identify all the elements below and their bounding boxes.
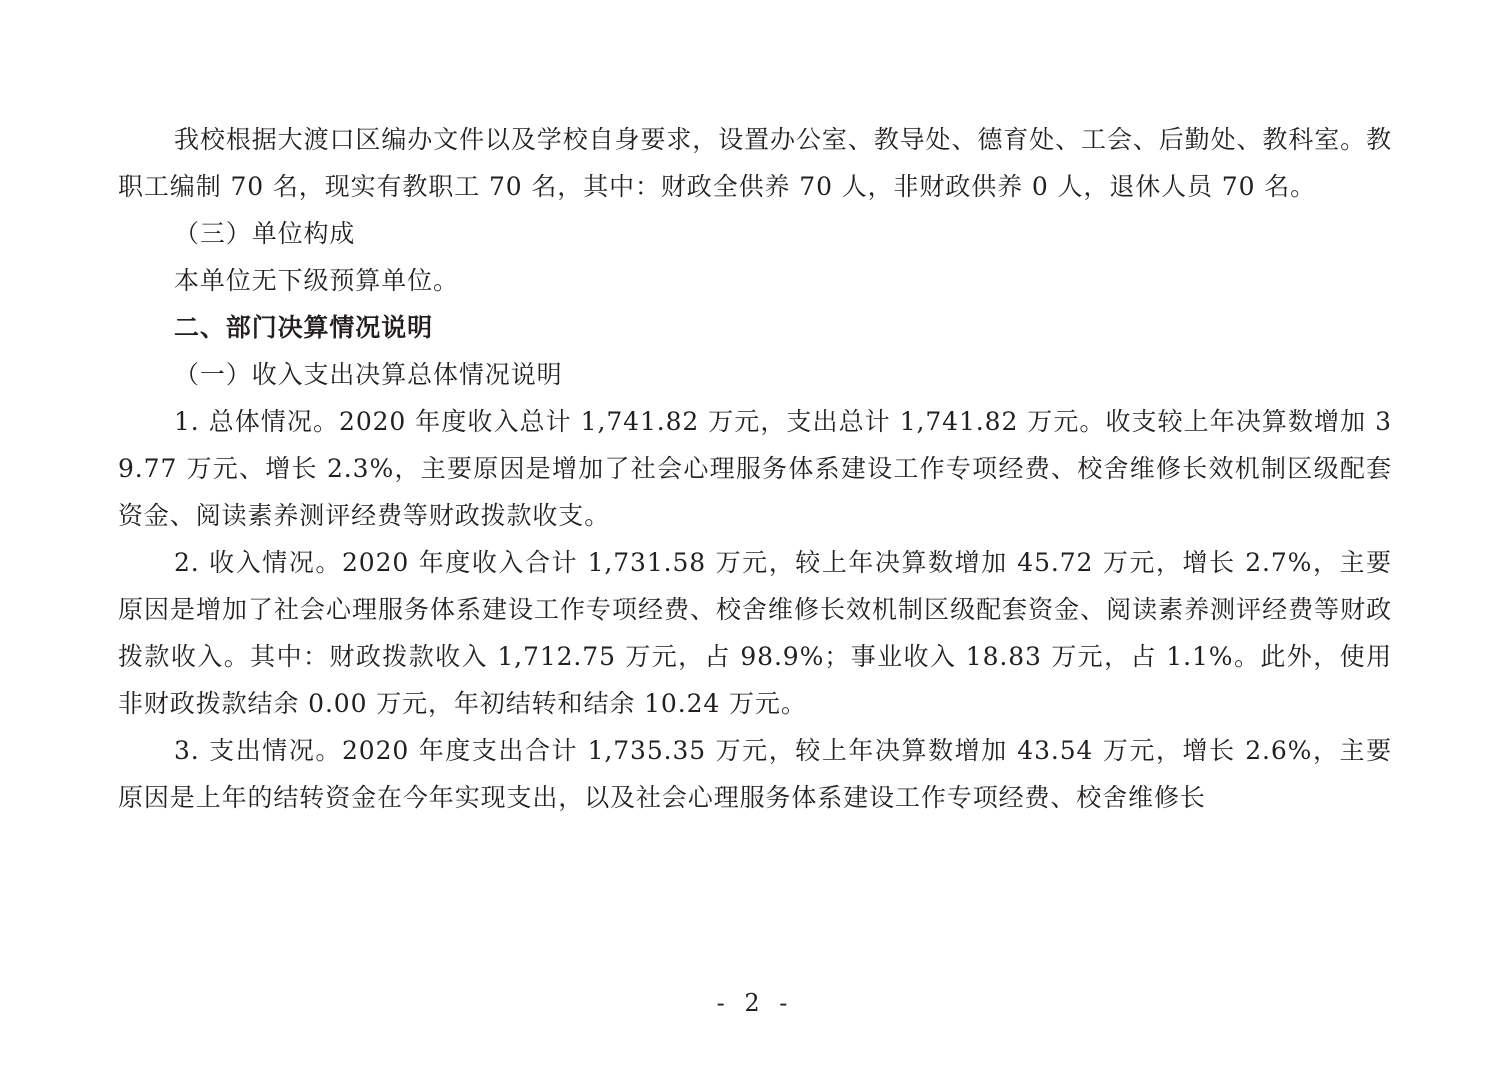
- page-number: - 2 -: [716, 989, 794, 1017]
- paragraph-staffing: 我校根据大渡口区编办文件以及学校自身要求，设置办公室、教导处、德育处、工会、后勤处、教科室。教职工编制 70 名，现实有教职工 70 名，其中：财政全供养 70 人，非财政供养 0 人，退休人员 70 名。: [118, 125, 1392, 201]
- heading-income-expense-overview: （一）收入支出决算总体情况说明: [174, 360, 563, 389]
- document-body: [118, 116, 1392, 821]
- paragraph-expense: 3. 支出情况。2020 年度支出合计 1,735.35 万元，较上年决算数增加 43.54 万元，增长 2.6%，主要原因是上年的结转资金在今年实现支出，以及社会心理服务体系建设工作专项经费、校舍维修长: [118, 736, 1392, 812]
- paragraph-income: 2. 收入情况。2020 年度收入合计 1,731.58 万元，较上年决算数增加 45.72 万元，增长 2.7%，主要原因是增加了社会心理服务体系建设工作专项经费、校舍维修长效机制区级配套资金、阅读素养测评经费等财政拨款收入。其中：财政拨款收入 1,712.75 万元，占 98.9%；事业收入 18.83 万元，占 1.1%。此外，使用非财政拨款结余 0.00 万元，年初结转和结余 10.24 万元。: [118, 548, 1392, 718]
- heading-final-accounts: 二、部门决算情况说明: [174, 313, 434, 342]
- paragraph-overall: 1. 总体情况。2020 年度收入总计 1,741.82 万元，支出总计 1,741.82 万元。收支较上年决算数增加 39.77 万元、增长 2.3%，主要原因是增加了社会心理服务体系建设工作专项经费、校舍维修长效机制区级配套资金、阅读素养测评经费等财政拨款收支。: [118, 407, 1392, 530]
- paragraph-no-subunits: 本单位无下级预算单位。: [174, 266, 459, 295]
- heading-unit-composition: （三）单位构成: [174, 219, 356, 248]
